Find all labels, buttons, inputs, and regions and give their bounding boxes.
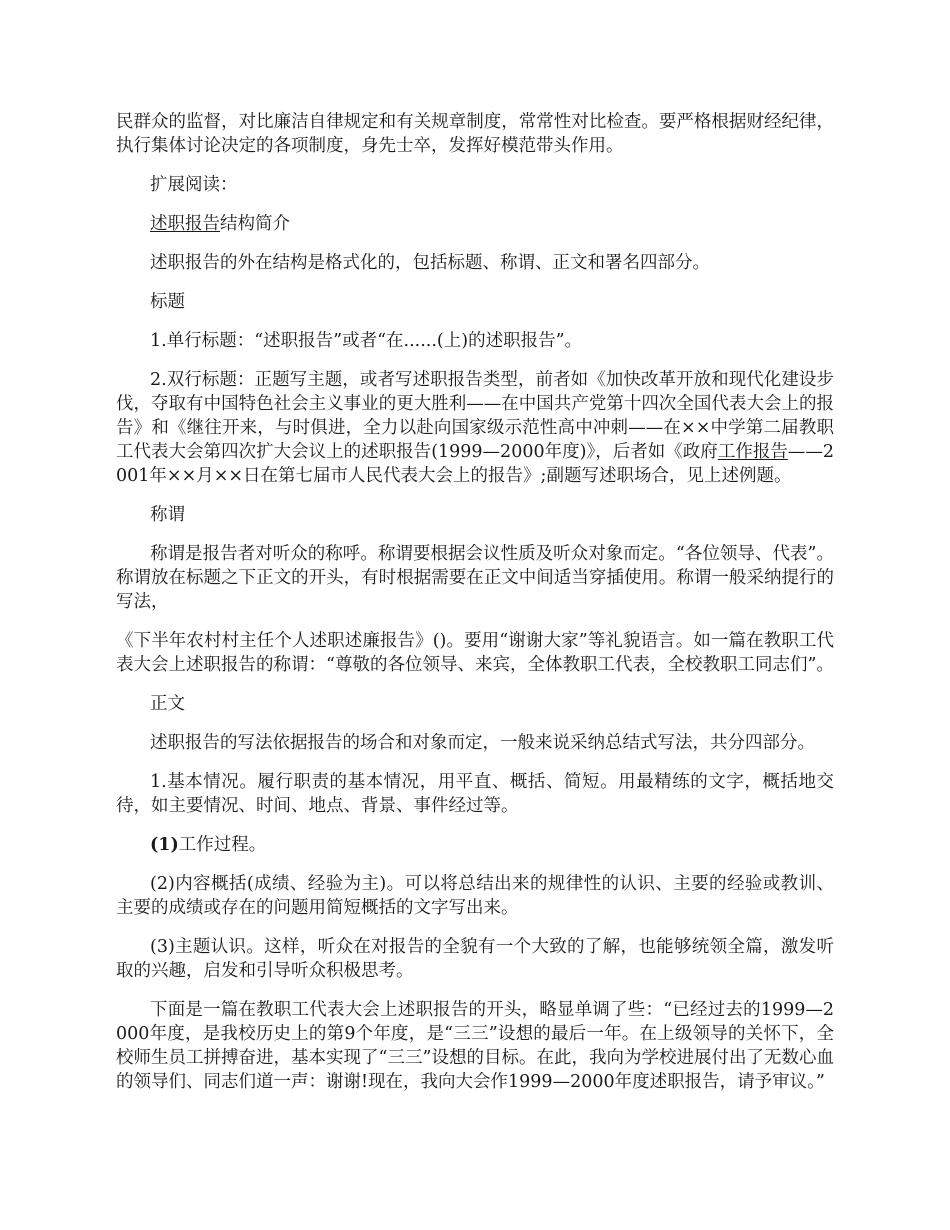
- paragraph-structure: 述职报告的外在结构是格式化的，包括标题、称谓、正文和署名四部分。: [150, 253, 710, 273]
- paragraph-work-process: [116, 833, 834, 857]
- document-body: [116, 110, 834, 1109]
- section-body-heading: 正文: [150, 694, 185, 714]
- paragraph-content-summary: (2)内容概括(成绩、经验为主)。可以将总结出来的规律性的认识、主要的经验或教训、主要的成绩或存在的问题用简短概括的文字写出来。: [116, 874, 834, 918]
- report-link[interactable]: 述职报告: [150, 214, 220, 234]
- paragraph-salutation: 称谓是报告者对听众的称呼。称谓要根据会议性质及听众对象而定。“各位领导、代表”。称谓放在标题之下正文的开头，有时根据需要在正文中间适当穿插使用。称谓一般采纳提行的写法，: [116, 544, 834, 612]
- work-report-link[interactable]: 工作报告: [717, 442, 788, 462]
- single-line-title: 1.单行标题：“述职报告”或者“在......(上)的述职报告”。: [150, 331, 583, 351]
- double-line-title: [116, 368, 834, 488]
- paragraph-basic-situation: 1.基本情况。履行职责的基本情况，用平直、概括、简短。用最精练的文字，概括地交待，如主要情况、时间、地点、背景、事件经过等。: [116, 772, 834, 816]
- structure-intro-rest: 结构简介: [220, 214, 290, 234]
- work-process-text: 工作过程。: [178, 835, 267, 855]
- extended-reading-heading: 扩展阅读：: [150, 175, 238, 195]
- double-line-title-b: ——2001年××月××日在第七届市人民代表大会上的报告》;副题写述职场合，见上述例题。: [116, 442, 834, 486]
- work-process-number: (1): [150, 835, 179, 855]
- paragraph-salutation-example: 《下半年农村村主任个人述职述廉报告》()。要用“谢谢大家”等礼貌语言。如一篇在教职工代表大会上述职报告的称谓：“尊敬的各位领导、来宾，全体教职工代表，全校教职工同志们”。: [116, 631, 834, 675]
- paragraph-opening-example: 下面是一篇在教职工代表大会上述职报告的开头，略显单调了些：“已经过去的1999—2000年度，是我校历史上的第9个年度，是“三三”设想的最后一年。在上级领导的关怀下，全校师生员工拼搏奋进，基本实现了“三三”设想的目标。在此，我向为学校进展付出了无数心血的领导们、同志们道一声：谢谢!现在，我向大会作1999—2000年度述职报告，请予审议。”: [116, 1000, 834, 1092]
- paragraph-theme-understanding: (3)主题认识。这样，听众在对报告的全貌有一个大致的了解，也能够统领全篇，激发听取的兴趣，启发和引导听众积极思考。: [116, 937, 834, 981]
- section-salutation-heading: 称谓: [150, 505, 185, 525]
- section-title-heading: 标题: [150, 292, 185, 312]
- structure-intro-heading: [116, 212, 834, 236]
- paragraph-1: 民群众的监督，对比廉洁自律规定和有关规章制度，常常性对比检查。要严格根据财经纪律，执行集体讨论决定的各项制度，身先士卒，发挥好模范带头作用。: [116, 112, 834, 156]
- double-line-title-a: 2.双行标题：正题写主题，或者写述职报告类型，前者如《加快改革开放和现代化建设步伐，夺取有中国特色社会主义事业的更大胜利——在中国共产党第十四次全国代表大会上的报告》和《继往开来，与时俱进，全力以赴向国家级示范性高中冲刺——在××中学第二届教职工代表大会第四次扩大会议上的述职报告(1999—2000年度)》，后者如《政府: [116, 370, 834, 462]
- paragraph-body-method: 述职报告的写法依据报告的场合和对象而定，一般来说采纳总结式写法，共分四部分。: [150, 733, 815, 753]
